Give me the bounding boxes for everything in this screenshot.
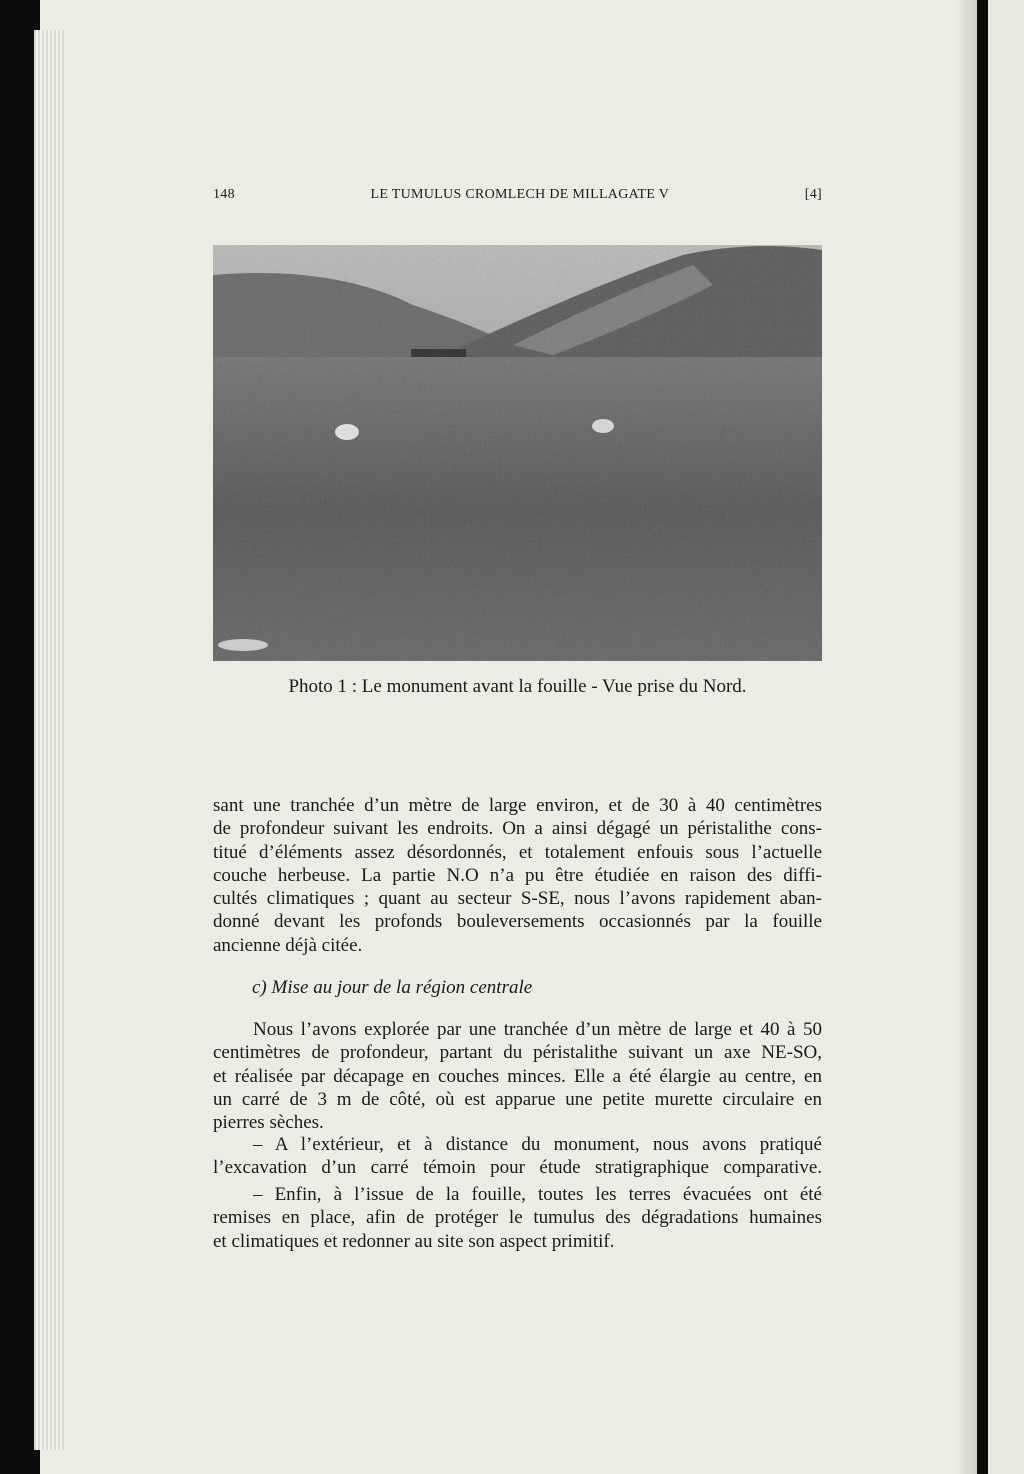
running-title: LE TUMULUS CROMLECH DE MILLAGATE V bbox=[370, 187, 670, 202]
book-gutter bbox=[955, 0, 977, 1474]
section-number: [4] bbox=[804, 187, 822, 202]
text-line: couche herbeuse. La partie N.O n’a pu être étudiée en raison des diffi- bbox=[213, 864, 822, 886]
text-line: un carré de 3 m de côté, où est apparue une petite murette circulaire en bbox=[213, 1088, 822, 1110]
paragraph-3 bbox=[213, 1133, 822, 1180]
text-line: – A l’extérieur, et à distance du monument, nous avons pratiqué bbox=[253, 1134, 822, 1155]
page-edges bbox=[34, 30, 64, 1450]
text-line: titué d’éléments assez désordonnés, et totalement enfouis sous l’actuelle bbox=[213, 841, 822, 863]
text-line: et réalisée par décapage en couches minces. Elle a été élargie au centre, en bbox=[213, 1065, 822, 1087]
text-line: de profondeur suivant les endroits. On a ainsi dégagé un péristalithe cons- bbox=[213, 818, 822, 840]
book-page bbox=[40, 0, 975, 1474]
subheading: c) Mise au jour de la région centrale bbox=[252, 977, 533, 998]
text-line: l’excavation d’un carré témoin pour étude stratigraphique comparative. bbox=[213, 1157, 822, 1179]
facing-page bbox=[988, 0, 1024, 1474]
landscape-photo bbox=[213, 245, 822, 661]
text-line: remises en place, afin de protéger le tumulus des dégradations humaines bbox=[213, 1207, 822, 1229]
text-line: et climatiques et redonner au site son aspect primitif. bbox=[213, 1230, 615, 1252]
paragraph-4 bbox=[213, 1183, 822, 1253]
paragraph-1 bbox=[213, 794, 822, 957]
text-line: Nous l’avons explorée par une tranchée d’un mètre de large et 40 à 50 bbox=[253, 1019, 822, 1040]
photo-caption: Photo 1 : Le monument avant la fouille - Vue prise du Nord. bbox=[288, 676, 747, 697]
text-line: sant une tranchée d’un mètre de large environ, et de 30 à 40 centimètres bbox=[213, 795, 822, 816]
text-line: donné devant les profonds bouleversements occasionnés par la fouille bbox=[213, 911, 822, 933]
paragraph-2 bbox=[213, 1018, 822, 1134]
text-line: centimètres de profondeur, partant du péristalithe suivant un axe NE-SO, bbox=[213, 1042, 822, 1064]
text-line: – Enfin, à l’issue de la fouille, toutes les terres évacuées ont été bbox=[253, 1184, 822, 1205]
text-line: ancienne déjà citée. bbox=[213, 934, 363, 956]
page-number: 148 bbox=[213, 187, 235, 202]
text-line: pierres sèches. bbox=[213, 1112, 324, 1134]
text-line: cultés climatiques ; quant au secteur S-SE, nous l’avons rapidement aban- bbox=[213, 888, 822, 910]
running-header bbox=[213, 187, 822, 203]
